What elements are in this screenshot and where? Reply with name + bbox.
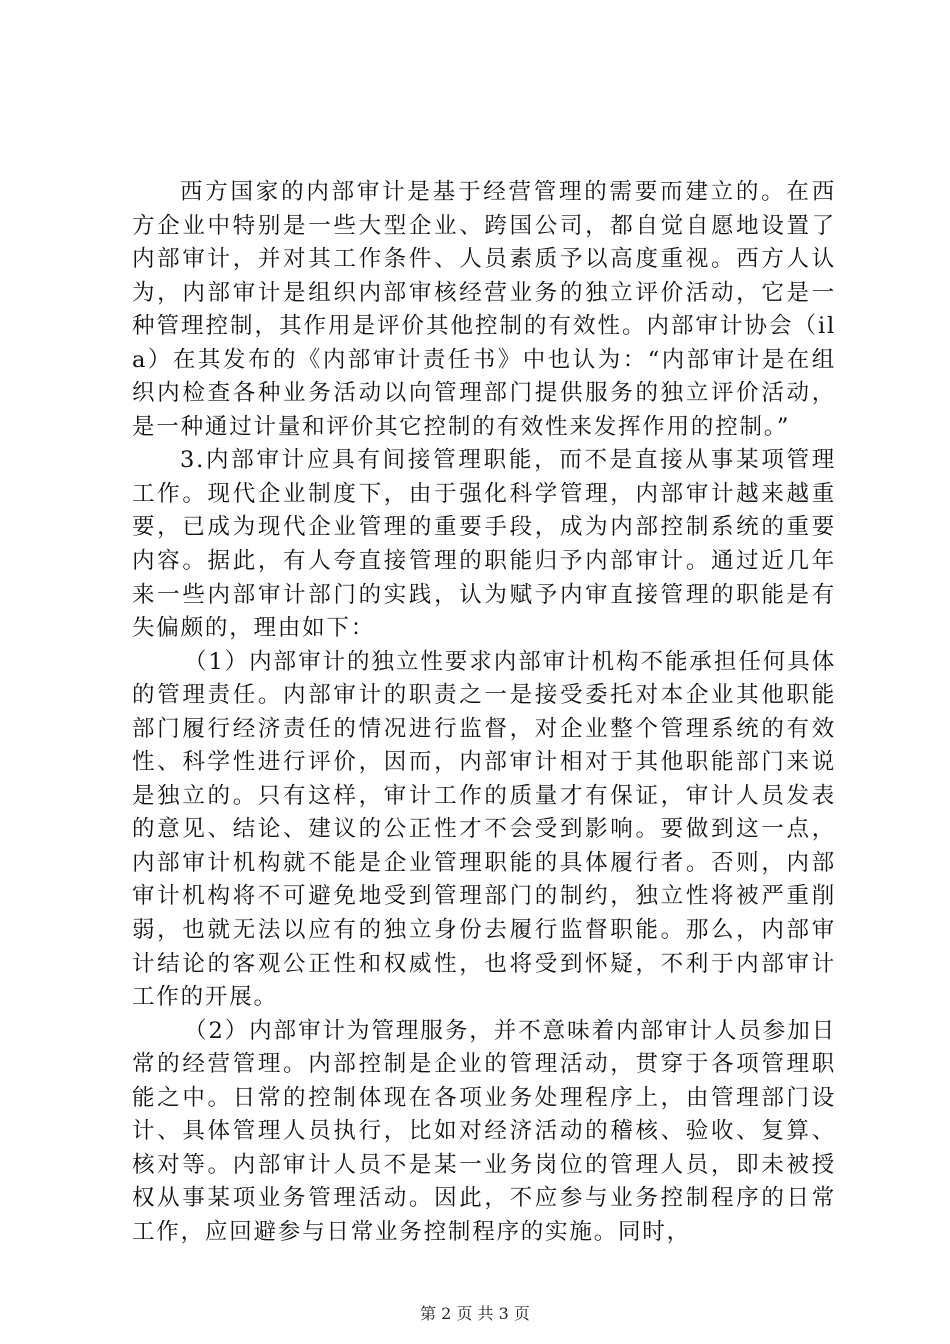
page-footer: 第 2 页 共 3 页 bbox=[420, 1304, 530, 1323]
paragraph-indirect-management: 3.内部审计应具有间接管理职能，而不是直接从事某项管理工作。现代企业制度下，由于强化科学管理，内部审计越来越重要，已成为现代企业管理的重要手段，成为内部控制系统的重要内容。据此，有人夸直接管理的职能归予内部审计。通过近几年来一些内部审计部门的实践，认为赋予内审直接管理的职能是有失偏颇的，理由如下： bbox=[132, 447, 836, 642]
document-body bbox=[132, 176, 836, 1250]
paragraph-management-service: （2）内部审计为管理服务，并不意味着内部审计人员参加日常的经营管理。内部控制是企业的管理活动，贯穿于各项管理职能之中。日常的控制体现在各项业务处理程序上，由管理部门设计、具体管理人员执行，比如对经济活动的稽核、验收、复算、核对等。内部审计人员不是某一业务岗位的管理人员，即未被授权从事某项业务管理活动。因此，不应参与业务控制程序的日常工作，应回避参与日常业务控制程序的实施。同时， bbox=[132, 1017, 836, 1245]
paragraph-western-audit: 西方国家的内部审计是基于经营管理的需要而建立的。在西方企业中特别是一些大型企业、跨国公司，都自觉自愿地设置了内部审计，并对其工作条件、人员素质予以高度重视。西方人认为，内部审计是组织内部审核经营业务的独立评价活动，它是一种管理控制，其作用是评价其他控制的有效性。内部审计协会（ila）在其发布的《内部审计责任书》中也认为：“内部审计是在组织内检查各种业务活动以向管理部门提供服务的独立评价活动，是一种通过计量和评价其它控制的有效性来发挥作用的控制。” bbox=[132, 179, 836, 440]
paragraph-independence: （1）内部审计的独立性要求内部审计机构不能承担任何具体的管理责任。内部审计的职责之一是接受委托对本企业其他职能部门履行经济责任的情况进行监督，对企业整个管理系统的有效性、科学性进行评价，因而，内部审计相对于其他职能部门来说是独立的。只有这样，审计工作的质量才有保证，审计人员发表的意见、结论、建议的公正性才不会受到影响。要做到这一点，内部审计机构就不能是企业管理职能的具体履行者。否则，内部审计机构将不可避免地受到管理部门的制约，独立性将被严重削弱，也就无法以应有的独立身份去履行监督职能。那么，内部审计结论的客观公正性和权威性，也将受到怀疑，不利于内部审计工作的开展。 bbox=[132, 648, 836, 1011]
